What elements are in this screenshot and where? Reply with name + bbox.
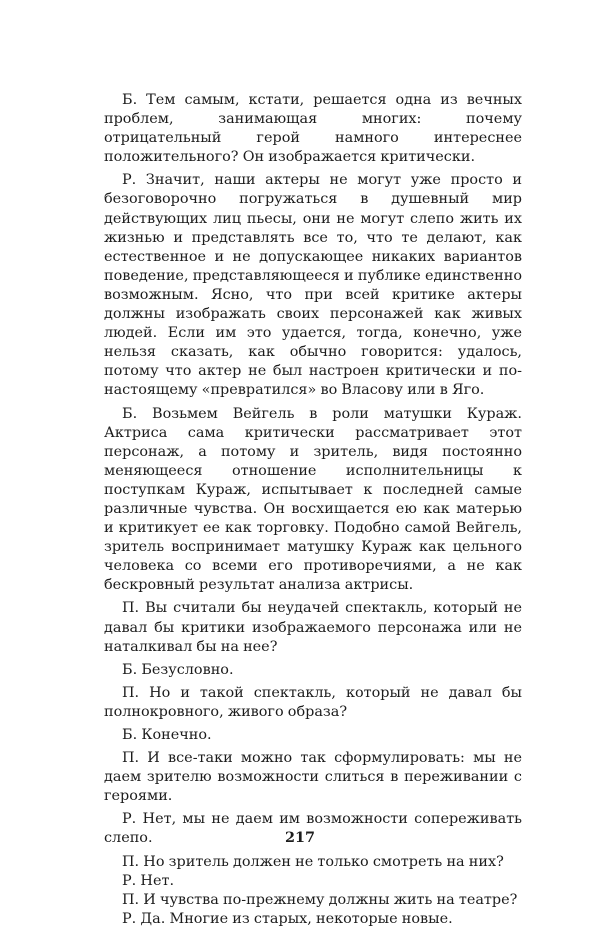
paragraph: Р. Нет, мы не даем им возможности сопереживать слепо. (104, 811, 522, 847)
paragraph: П. И все-таки можно так сформулировать: мы не даем зрителю возможности слиться в переживании с героями. (104, 750, 522, 805)
page-number: 217 (284, 829, 316, 846)
paragraph: Р. Да. Многие из старых, некоторые новые. (122, 910, 453, 927)
paragraph: Б. Возьмем Вейгель в роли матушки Кураж. Актриса сама критически рассматривает этот персонаж, а потому и зритель, видя постоянно меняющееся отношение исполнительницы к поступкам Кураж, испытывает к последней самые различные чувства. Он восхищается ею как матерью и критикует ее как торговку. Подобно самой Вейгель, зритель воспринимает матушку Кураж как цельного человека со всеми его противоречиями, а не как бескровный результат анализа актрисы. (104, 405, 522, 594)
paragraph: Б. Тем самым, кстати, решается одна из вечных проблем, занимающая многих: почему отрицательный герой намного интереснее положительного? Он изображается критически. (104, 92, 522, 166)
paragraph: П. И чувства по-прежнему должны жить на театре? (122, 891, 518, 908)
paragraph: П. Но и такой спектакль, который не давал бы полнокровного, живого образа? (104, 684, 522, 720)
paragraph: Б. Безусловно. (122, 661, 234, 678)
paragraph: П. Но зритель должен не только смотреть на них? (122, 853, 504, 870)
paragraph: Р. Нет. (122, 872, 175, 889)
paragraph: Р. Значит, наши актеры не могут уже просто и безоговорочно погружаться в душевный мир действующих лиц пьесы, они не могут слепо жить их жизнью и представлять все то, что те делают, как естественное и не допускающее никаких вариантов поведение, представляющееся и публике единственно возможным. Ясно, что при всей критике актеры должны изображать своих персонажей как живых людей. Если им это удается, тогда, конечно, уже нельзя сказать, как обычно говорится: удалось, потому что актер не был настроен критически и по-настоящему «превратился» во Власову или в Яго. (104, 172, 523, 399)
paragraph: П. Вы считали бы неудачей спектакль, который не давал бы критики изображаемого персонажа или не наталкивал бы на нее? (104, 600, 522, 655)
page-body (104, 91, 523, 927)
paragraph: Б. Конечно. (122, 727, 212, 743)
